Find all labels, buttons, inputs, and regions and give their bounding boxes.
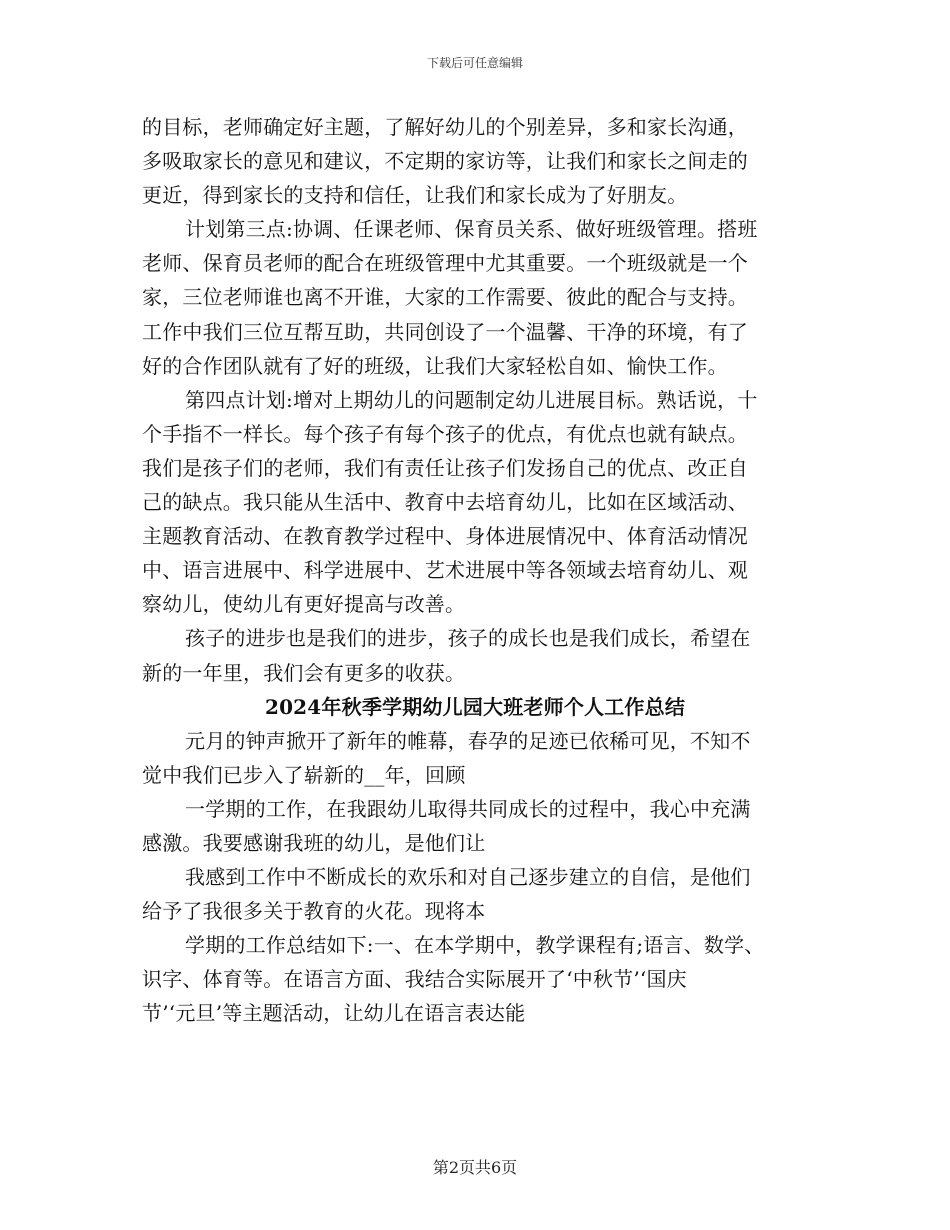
text-line: 多吸取家长的意见和建议，不定期的家访等，让我们和家长之间走的 [142, 149, 748, 174]
text-line: 觉中我们已步入了崭新的__年，回顾 [142, 762, 466, 787]
text-line: 好的合作团队就有了好的班级，让我们大家轻松自如、愉快工作。 [142, 353, 728, 378]
document-body [142, 110, 808, 1031]
page-number: 第2页共6页 [432, 1158, 518, 1177]
text-line: 节’‘元旦’等主题活动，让幼儿在语言表达能 [142, 1001, 526, 1026]
paragraph-start-line: 我感到工作中不断成长的欢乐和对自己逐步建立的自信，是他们 [185, 865, 751, 890]
text-line: 给予了我很多关于教育的火花。现将本 [142, 899, 486, 924]
text-line: 感激。我要感谢我班的幼儿，是他们让 [142, 830, 486, 855]
page-header: 下载后可任意编辑 [426, 56, 523, 70]
paragraph-start-line: 一学期的工作，在我跟幼儿取得共同成长的过程中，我心中充满 [185, 796, 751, 821]
paragraph-start-line: 学期的工作总结如下:一、在本学期中，教学课程有;语言、数学、 [185, 933, 765, 958]
text-line: 的目标，老师确定好主题，了解好幼儿的个别差异，多和家长沟通， [142, 115, 748, 139]
paragraph-start-line: 第四点计划:增对上期幼儿的问题制定幼儿进展目标。熟话说，十 [185, 387, 758, 412]
text-line: 中、语言进展中、科学进展中、艺术进展中等各领域去培育幼儿、观 [142, 558, 748, 583]
text-line: 己的缺点。我只能从生活中、教育中去培育幼儿，比如在区域活动、 [142, 490, 748, 515]
text-line: 家，三位老师谁也离不开谁，大家的工作需要、彼此的配合与支持。 [142, 285, 748, 310]
text-line: 察幼儿，使幼儿有更好提高与改善。 [142, 592, 466, 617]
section-heading: 2024年秋季学期幼儿园大班老师个人工作总结 [264, 694, 686, 719]
paragraph-start-line: 孩子的进步也是我们的进步，孩子的成长也是我们成长，希望在 [185, 626, 751, 651]
text-line: 更近，得到家长的支持和信任，让我们和家长成为了好朋友。 [142, 183, 688, 208]
text-line: 主题教育活动、在教育教学过程中、身体进展情况中、体育活动情况 [142, 524, 748, 549]
text-line: 新的一年里，我们会有更多的收获。 [142, 660, 466, 685]
text-line: 个手指不一样长。每个孩子有每个孩子的优点，有优点也就有缺点。 [142, 421, 748, 446]
text-line: 我们是孩子们的老师，我们有责任让孩子们发扬自己的优点、改正自 [142, 455, 748, 480]
text-line: 工作中我们三位互帮互助，共同创设了一个温馨、干净的环境，有了 [142, 319, 748, 344]
paragraph-start-line: 计划第三点:协调、任课老师、保育员关系、做好班级管理。搭班 [185, 217, 758, 242]
paragraph-start-line: 元月的钟声掀开了新年的帷幕，春孕的足迹已依稀可见，不知不 [185, 728, 751, 753]
text-line: 识字、体育等。在语言方面、我结合实际展开了‘中秋节’‘国庆 [142, 967, 687, 992]
text-line: 老师、保育员老师的配合在班级管理中尤其重要。一个班级就是一个 [142, 251, 748, 276]
